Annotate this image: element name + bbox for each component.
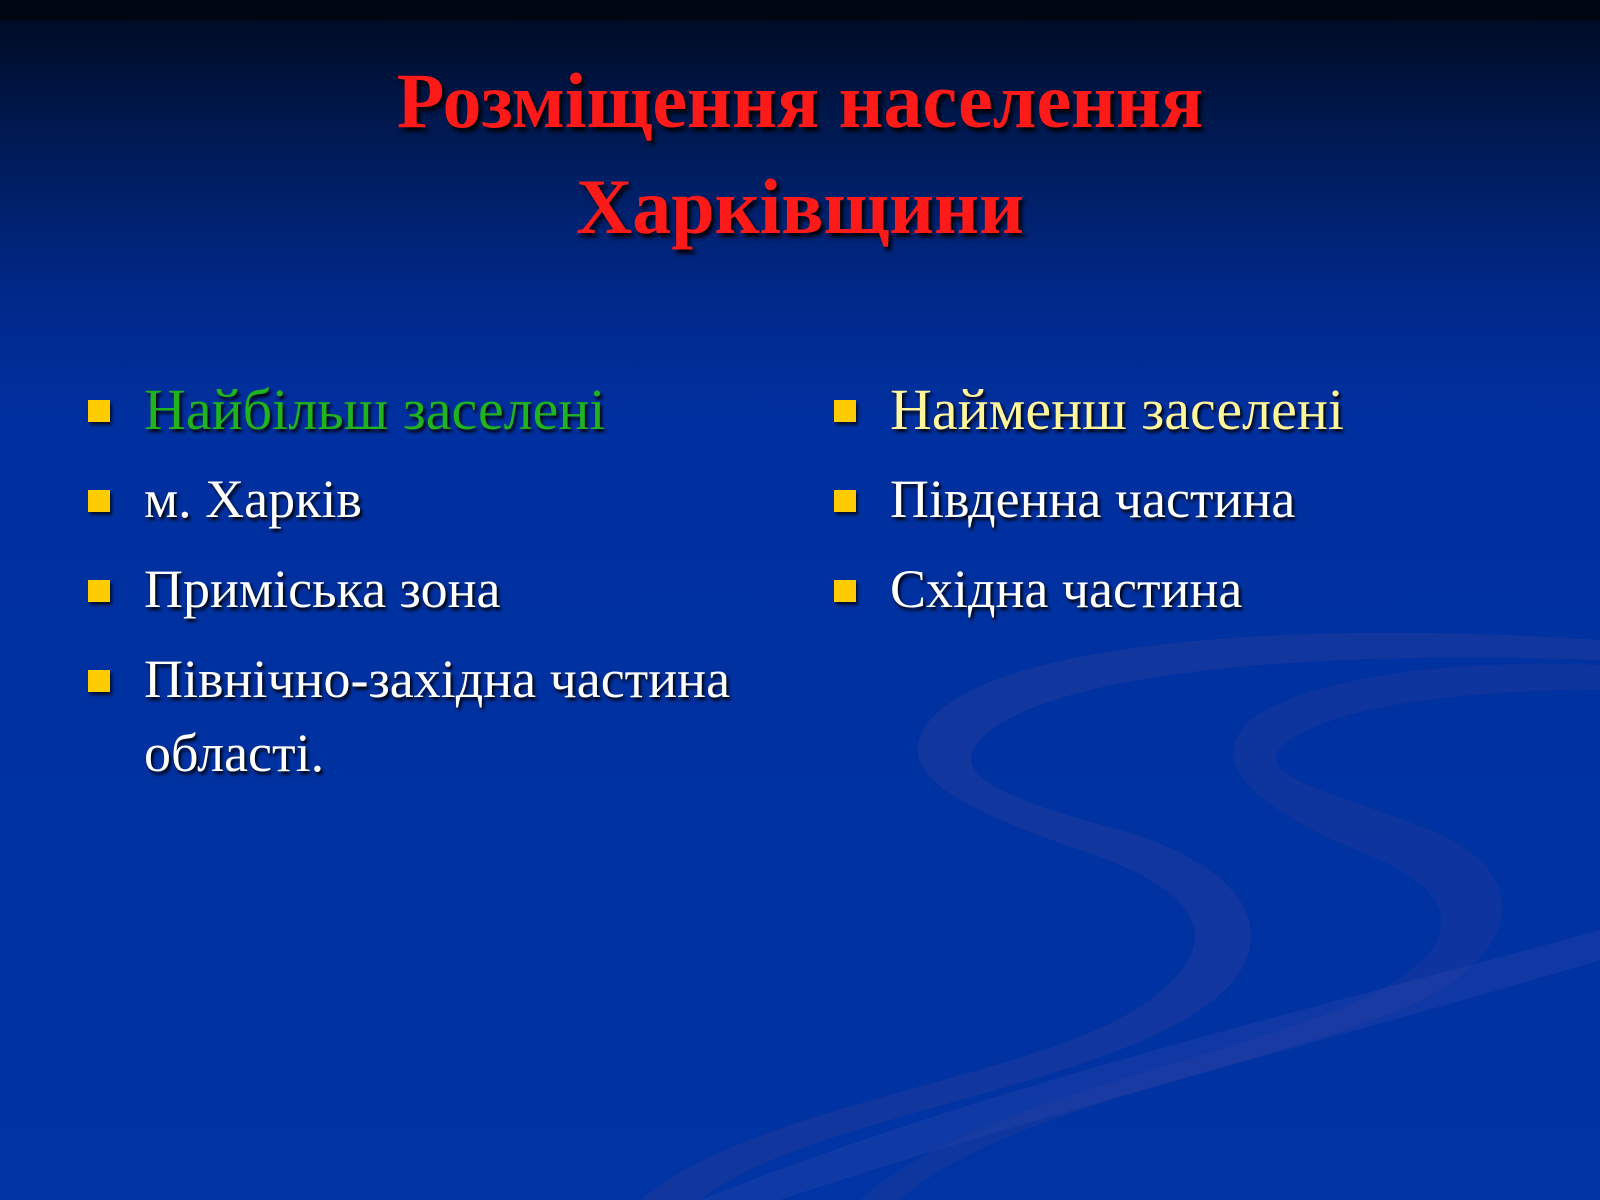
slide-title-line1: Розміщення населення (396, 57, 1204, 144)
square-bullet-icon (834, 580, 856, 602)
list-item (86, 462, 786, 536)
square-bullet-icon (88, 580, 110, 602)
right-column-heading (832, 370, 1532, 450)
right-heading-text: Найменш заселені (890, 377, 1345, 442)
list-item (832, 552, 1532, 626)
square-bullet-icon (834, 400, 856, 422)
list-item-text: Східна частина (890, 559, 1243, 619)
right-column-list (832, 370, 1532, 642)
left-column-list (86, 370, 786, 806)
list-item (86, 552, 786, 626)
left-column-heading (86, 370, 786, 450)
square-bullet-icon (88, 490, 110, 512)
list-item (86, 642, 786, 790)
list-item-text: Південна частина (890, 469, 1296, 529)
list-item-text: м. Харків (144, 469, 362, 529)
list-item-text: Північно-західна частина області. (144, 649, 731, 783)
left-heading-text: Найбільш заселені (144, 377, 606, 442)
square-bullet-icon (88, 400, 110, 422)
slide-title-line2: Харківщини (575, 163, 1025, 250)
list-item-text: Приміська зона (144, 559, 501, 619)
square-bullet-icon (834, 490, 856, 512)
list-item (832, 462, 1532, 536)
square-bullet-icon (88, 670, 110, 692)
slide-title (0, 48, 1600, 260)
